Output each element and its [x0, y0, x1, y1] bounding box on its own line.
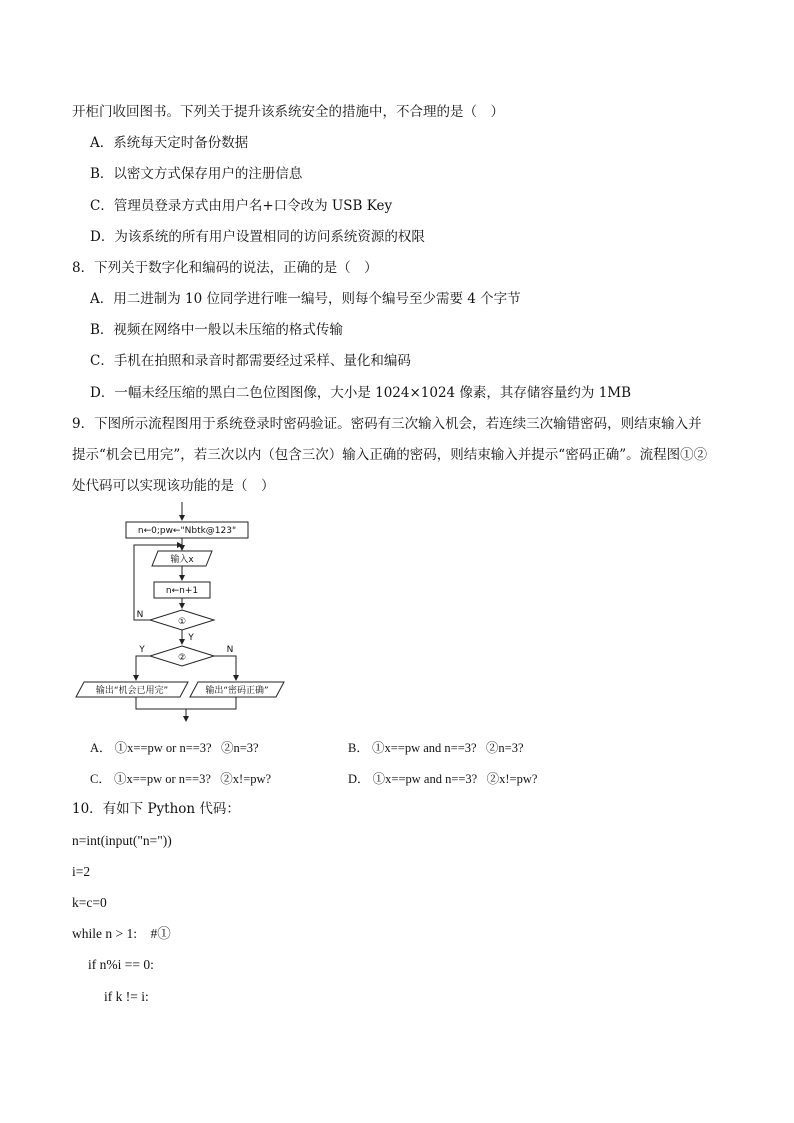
input-text: 输入x [170, 555, 194, 565]
q9-option-d [348, 769, 537, 787]
q7-option-a: A．系统每天定时备份数据 [90, 135, 249, 151]
option-condition-1: ①x==pw and n==3? [372, 772, 478, 786]
q7-stem: 开柜门收回图书。下列关于提升该系统安全的措施中，不合理的是（ ） [72, 104, 504, 120]
q7-option-b: B．以密文方式保存用户的注册信息 [90, 166, 303, 182]
option-condition-2: ②n=3? [220, 741, 259, 755]
q8-option-a: A．用二进制为 10 位同学进行唯一编号，则每个编号至少需要 4 个字节 [90, 291, 521, 307]
option-letter: D． [348, 772, 370, 786]
output-right-text: 输出“密码正确” [205, 686, 269, 696]
option-condition-1: ①x==pw or n==3? [113, 772, 211, 786]
q7-option-d: D．为该系统的所有用户设置相同的访问系统资源的权限 [90, 229, 425, 245]
output-left-text: 输出“机会已用完” [95, 686, 169, 696]
q8-option-c: C．手机在拍照和录音时都需要经过采样、量化和编码 [90, 353, 411, 369]
option-condition-1: ①x==pw and n==3? [371, 741, 477, 755]
code-line-2: i=2 [72, 864, 91, 879]
q9-option-a [90, 738, 259, 756]
login-flowchart [74, 500, 290, 724]
label-n-right: N [226, 645, 234, 655]
code-line-4: while n > 1: #① [72, 926, 171, 941]
option-letter: A． [90, 741, 112, 755]
code-line-3: k=c=0 [72, 895, 107, 910]
label-y-1: Y [188, 633, 194, 643]
q10-stem: 10．有如下 Python 代码： [72, 801, 240, 817]
q9-option-b [348, 738, 524, 756]
code-line-5: if n%i == 0: [88, 957, 154, 972]
option-condition-2: ②x!=pw? [486, 772, 538, 786]
q8-option-b: B．视频在网络中一般以未压缩的格式传输 [90, 322, 343, 338]
init-text: n←0;pw←"Nbtk@123" [137, 526, 237, 536]
option-condition-2: ②n=3? [485, 741, 524, 755]
q9-stem-line-3: 处代码可以实现该功能的是（ ） [72, 478, 275, 494]
increment-text: n←n+1 [165, 586, 199, 596]
q7-option-c: C．管理员登录方式由用户名+口令改为 USB Key [90, 198, 393, 214]
diamond-2-text: ② [177, 653, 187, 663]
q9-stem-line-1: 9．下图所示流程图用于系统登录时密码验证。密码有三次输入机会，若连续三次输错密码，则结束输入并 [72, 416, 702, 432]
code-line-1: n=int(input("n=")) [72, 833, 172, 848]
diamond-1-text: ① [177, 617, 187, 627]
option-condition-2: ②x!=pw? [220, 772, 272, 786]
label-y-2: Y [139, 645, 145, 655]
option-letter: B． [348, 741, 369, 755]
option-condition-1: ①x==pw or n==3? [114, 741, 212, 755]
q8-option-d: D．一幅未经压缩的黑白二色位图图像，大小是 1024×1024 像素，其存储容量约为 1MB [90, 385, 632, 401]
label-n-loop: N [136, 610, 144, 620]
option-letter: C． [90, 772, 111, 786]
q9-stem-line-2: 提示“机会已用完”，若三次以内（包含三次）输入正确的密码，则结束输入并提示“密码正确”。流程图①② [72, 447, 708, 463]
q8-stem: 8．下列关于数字化和编码的说法，正确的是（ ） [72, 260, 378, 276]
code-line-6: if k != i: [104, 989, 149, 1004]
q9-option-c [90, 769, 271, 787]
